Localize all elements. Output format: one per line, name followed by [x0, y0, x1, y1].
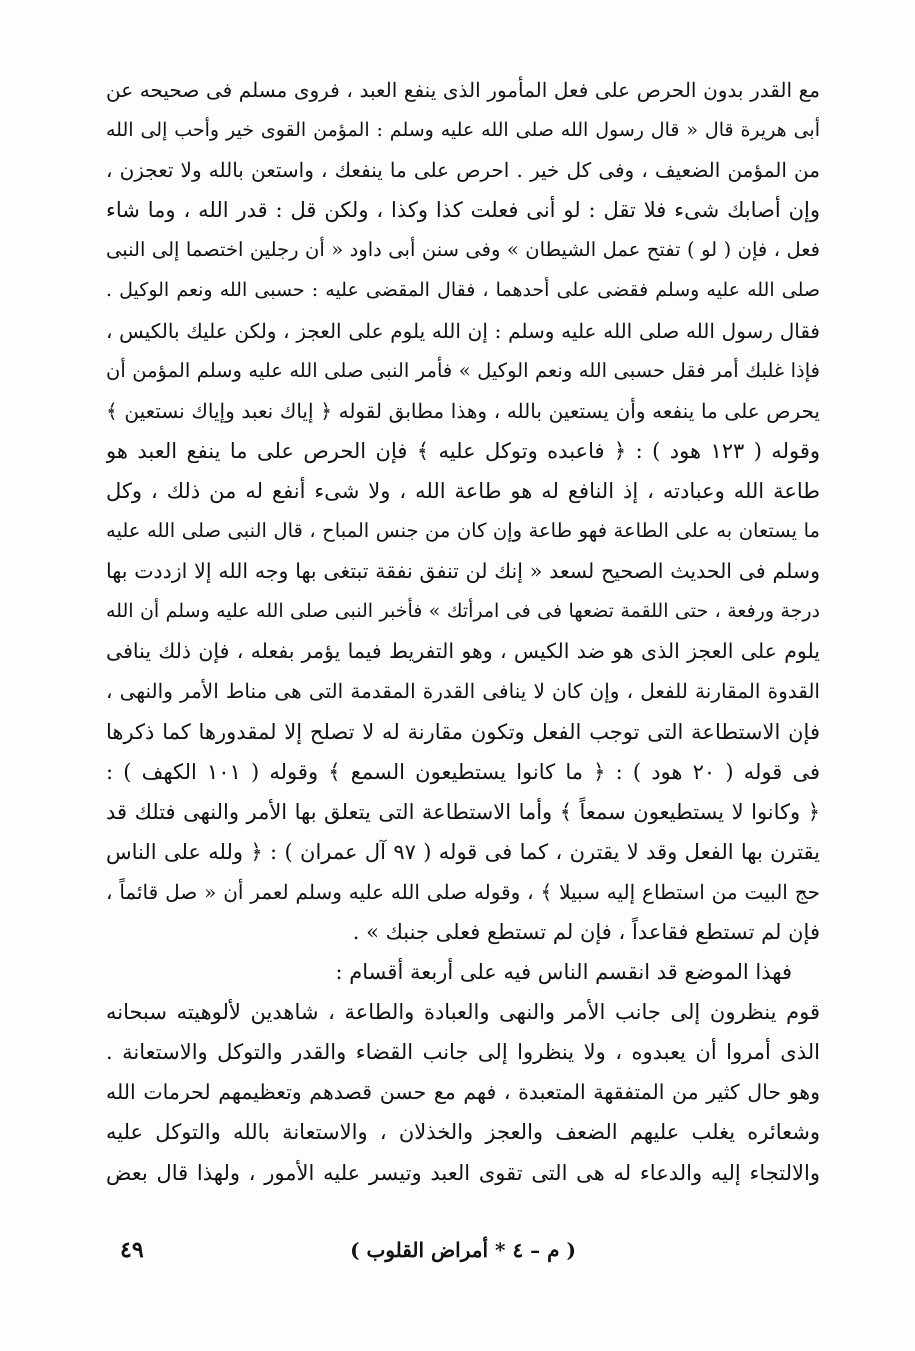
text-line: أبى هريرة قال « قال رسول الله صلى الله عليه وسلم : المؤمن القوى خير وأحب إلى الله	[106, 119, 820, 142]
text-line: ما يستعان به على الطاعة فهو طاعة وإن كان من جنس المباح ، قال النبى صلى الله عليه	[106, 519, 820, 543]
text-line: درجة ورفعة ، حتى اللقمة تضعها فى فى امرأتك » فأخبر النبى صلى الله عليه وسلم أن الله	[106, 600, 820, 623]
text-line: ﴿ وكانوا لا يستطيعون سمعاً ﴾ وأما الاستطاعة التى يتعلق بها الأمر والنهى فتلك قد	[106, 799, 820, 824]
text-line: مع القدر بدون الحرص على فعل المأمور الذى ينفع العبد ، فروى مسلم فى صحيحه عن	[106, 78, 820, 102]
text-line: وإن أصابك شىء فلا تقل : لو أنى فعلت كذا وكذا ، ولكن قل : قدر الله ، وما شاء	[106, 198, 820, 223]
text-line: وقوله ( ١٢٣ هود ) : ﴿ فاعبده وتوكل عليه ﴾ فإن الحرص على ما ينفع العبد هو	[106, 438, 820, 463]
text-line: فإذا غلبك أمر فقل حسبى الله ونعم الوكيل » فأمر النبى صلى الله عليه وسلم المؤمن أن	[106, 358, 820, 382]
page-number: ٤٩	[120, 1237, 144, 1263]
footer-book-title: ( م – ٤ * أمراض القلوب )	[350, 1238, 576, 1262]
text-line: الذى أمروا أن يعبدوه ، ولا ينظروا إلى جانب القضاء والقدر والتوكل والاستعانة .	[106, 1040, 820, 1065]
text-line: وسلم فى الحديث الصحيح لسعد « إنك لن تنفق نفقة تبتغى بها وجه الله إلا ازددت بها	[106, 559, 820, 584]
text-line: يلوم على العجز الذى هو ضد الكيس ، وهو التفريط فيما يؤمر بفعله ، فإن ذلك ينافى	[106, 639, 820, 664]
text-line: والالتجاء إليه والدعاء له هى التى تقوى العبد وتيسر عليه الأمور ، ولهذا قال بعض	[106, 1160, 820, 1185]
text-line: حج البيت من استطاع إليه سبيلا ﴾ ، وقوله صلى الله عليه وسلم لعمر أن « صل قائماً ،	[106, 879, 820, 904]
text-line: فقال رسول الله صلى الله عليه وسلم : إن الله يلوم على العجز ، ولكن عليك بالكيس ،	[106, 318, 820, 343]
page-body-text	[106, 70, 820, 1193]
text-line-paragraph-start: قوم ينظرون إلى جانب الأمر والنهى والعبادة والطاعة ، شاهدين لألوهيته سبحانه	[106, 1000, 820, 1025]
text-line: وهو حال كثير من المتفقهة المتعبدة ، فهم مع حسن قصدهم وتعظيمهم لحرمات الله	[106, 1080, 820, 1105]
text-line: وشعائره يغلب عليهم الضعف والعجز والخذلان ، والاستعانة بالله والتوكل عليه	[106, 1120, 820, 1145]
text-line: يحرص على ما ينفعه وأن يستعين بالله ، وهذا مطابق لقوله ﴿ إياك نعبد وإياك نستعين ﴾	[106, 398, 820, 423]
text-line-paragraph-end: فإن لم تستطع فقاعداً ، فإن لم تستطع فعلى جنبك » .	[352, 919, 820, 944]
text-line: صلى الله عليه وسلم فقضى على أحدهما ، فقال المقضى عليه : حسبى الله ونعم الوكيل .	[106, 279, 820, 302]
text-line: فعل ، فإن ( لو ) تفتح عمل الشيطان » وفى سنن أبى داود « أن رجلين اختصما إلى النبى	[106, 238, 820, 262]
text-line-paragraph-start: فهذا الموضع قد انقسم الناس فيه على أربعة أقسام :	[335, 960, 792, 985]
text-line: فى قوله ( ٢٠ هود ) : ﴿ ما كانوا يستطيعون السمع ﴾ وقوله ( ١٠١ الكهف ) :	[106, 759, 820, 784]
text-line: طاعة الله وعبادته ، إذ النافع له هو طاعة الله ، ولا شىء أنفع له من ذلك ، وكل	[106, 478, 820, 503]
text-line: القدوة المقارنة للفعل ، وإن كان لا ينافى القدرة المقدمة التى هى مناط الأمر والنهى ،	[106, 679, 820, 704]
page-footer	[106, 1232, 820, 1268]
text-line: من المؤمن الضعيف ، وفى كل خير . احرص على ما ينفعك ، واستعن بالله ولا تعجزن ،	[106, 158, 820, 183]
text-line: يقترن بها الفعل وقد لا يقترن ، كما فى قوله ( ٩٧ آل عمران ) : ﴿ ولله على الناس	[106, 839, 820, 864]
text-line: فإن الاستطاعة التى توجب الفعل وتكون مقارنة له لا تصلح إلا لمقدورها كما ذكرها	[106, 719, 820, 744]
